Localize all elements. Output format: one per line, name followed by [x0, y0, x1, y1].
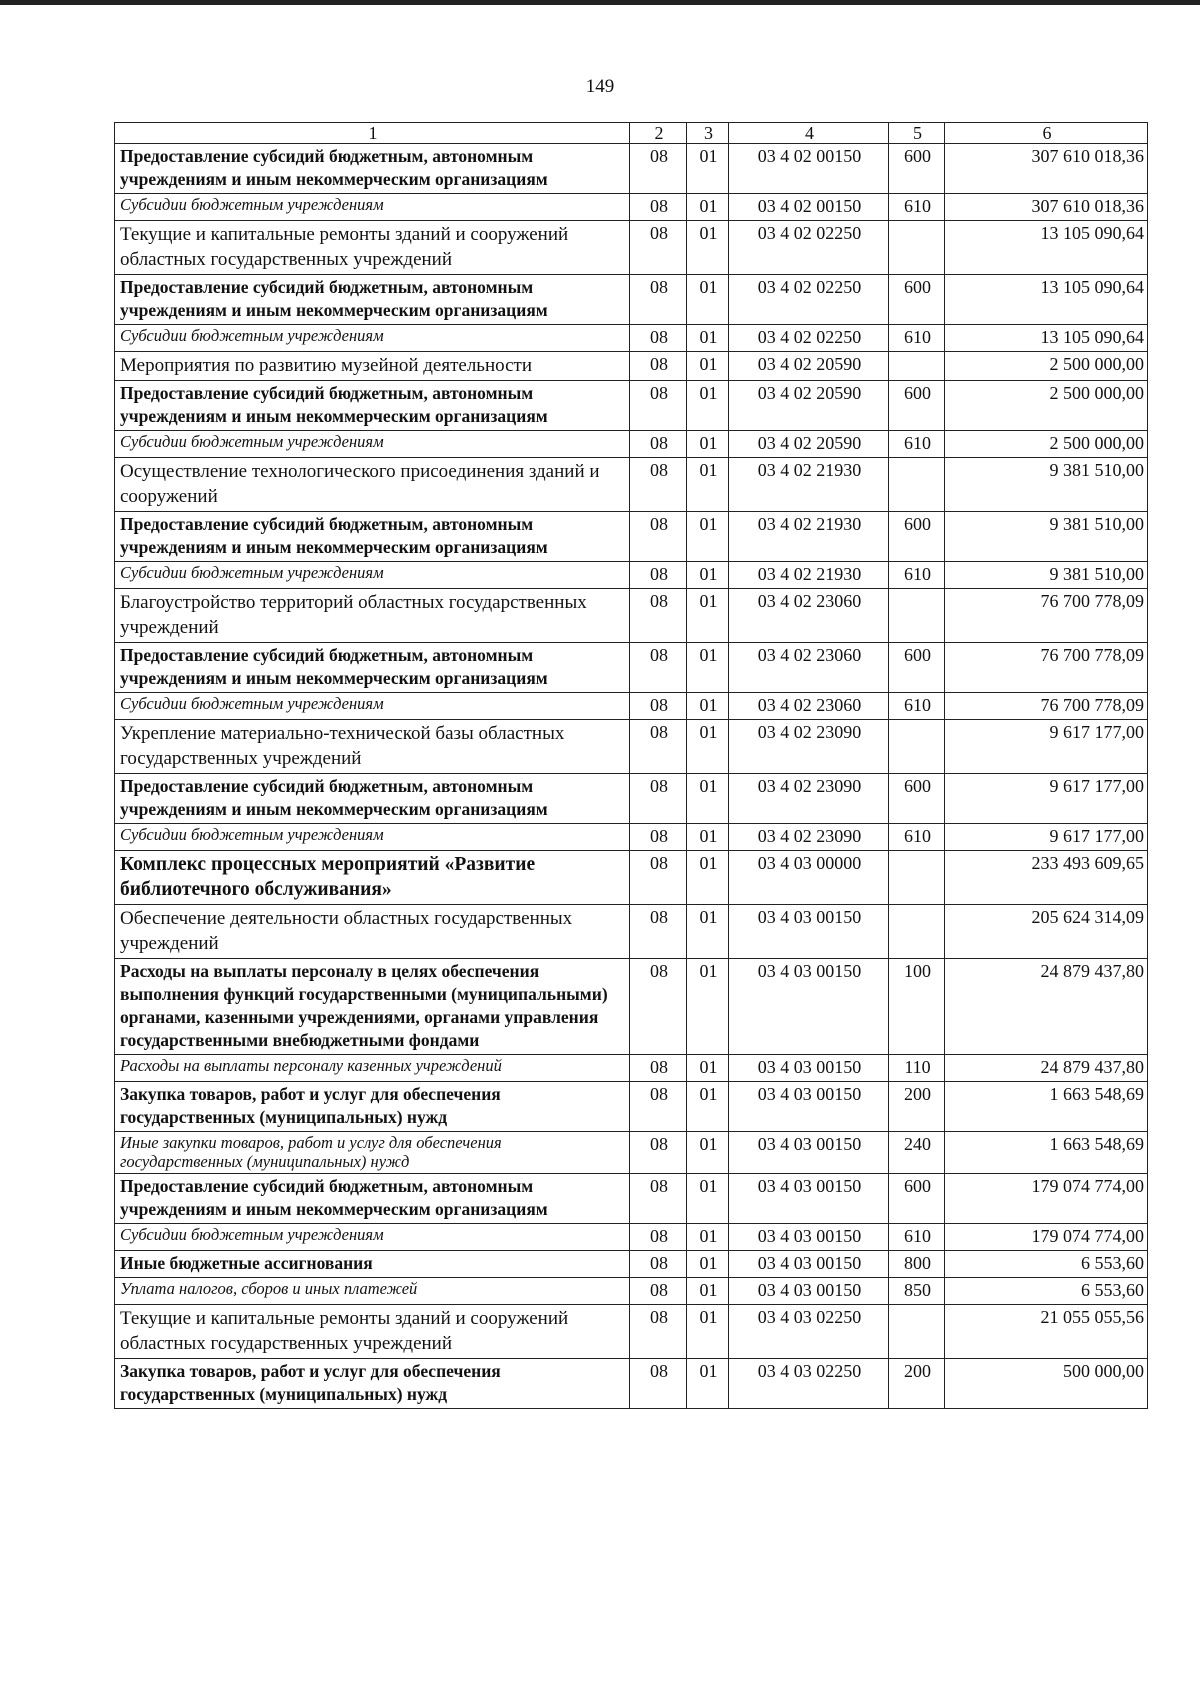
row-amount: 21 055 055,56 — [945, 1305, 1148, 1359]
row-name: Расходы на выплаты персоналу в целях обеспечения выполнения функций государственными (муниципальными) органами, казенными учреждениями, органами управления государственными внебюджетными фондами — [115, 959, 630, 1055]
row-amount: 205 624 314,09 — [945, 905, 1148, 959]
row-target-code: 03 4 03 00000 — [729, 851, 889, 905]
table-row — [115, 381, 1148, 431]
table-row — [115, 1082, 1148, 1132]
row-expense-type — [889, 352, 945, 381]
row-section: 08 — [630, 562, 687, 589]
row-section: 08 — [630, 458, 687, 512]
header-col-4: 4 — [729, 123, 889, 144]
row-subsection: 01 — [687, 589, 729, 643]
row-subsection: 01 — [687, 458, 729, 512]
table-row — [115, 720, 1148, 774]
table-row — [115, 352, 1148, 381]
row-section: 08 — [630, 1359, 687, 1409]
row-name: Предоставление субсидий бюджетным, автономным учреждениям и иным некоммерческим организациям — [115, 774, 630, 824]
row-name: Обеспечение деятельности областных государственных учреждений — [115, 905, 630, 959]
row-amount: 13 105 090,64 — [945, 221, 1148, 275]
row-subsection: 01 — [687, 1305, 729, 1359]
table-row — [115, 144, 1148, 194]
row-name: Благоустройство территорий областных государственных учреждений — [115, 589, 630, 643]
row-target-code: 03 4 02 02250 — [729, 275, 889, 325]
row-expense-type: 600 — [889, 144, 945, 194]
row-section: 08 — [630, 221, 687, 275]
row-amount: 1 663 548,69 — [945, 1132, 1148, 1174]
row-expense-type: 610 — [889, 693, 945, 720]
row-name: Предоставление субсидий бюджетным, автономным учреждениям и иным некоммерческим организациям — [115, 144, 630, 194]
row-name: Предоставление субсидий бюджетным, автономным учреждениям и иным некоммерческим организациям — [115, 512, 630, 562]
row-amount: 307 610 018,36 — [945, 144, 1148, 194]
row-expense-type: 600 — [889, 381, 945, 431]
row-target-code: 03 4 02 02250 — [729, 221, 889, 275]
table-row — [115, 431, 1148, 458]
row-amount: 76 700 778,09 — [945, 589, 1148, 643]
row-target-code: 03 4 03 00150 — [729, 1082, 889, 1132]
row-subsection: 01 — [687, 693, 729, 720]
row-target-code: 03 4 02 21930 — [729, 512, 889, 562]
row-section: 08 — [630, 144, 687, 194]
scan-top-border — [0, 0, 1200, 5]
row-name: Мероприятия по развитию музейной деятельности — [115, 352, 630, 381]
row-target-code: 03 4 03 00150 — [729, 1132, 889, 1174]
row-amount: 13 105 090,64 — [945, 325, 1148, 352]
header-col-2: 2 — [630, 123, 687, 144]
row-amount: 9 381 510,00 — [945, 562, 1148, 589]
row-section: 08 — [630, 352, 687, 381]
row-amount: 307 610 018,36 — [945, 194, 1148, 221]
row-subsection: 01 — [687, 1055, 729, 1082]
table-row — [115, 905, 1148, 959]
row-name: Субсидии бюджетным учреждениям — [115, 1224, 630, 1251]
table-row — [115, 1224, 1148, 1251]
row-expense-type: 600 — [889, 643, 945, 693]
row-amount: 179 074 774,00 — [945, 1224, 1148, 1251]
row-section: 08 — [630, 824, 687, 851]
row-target-code: 03 4 02 23090 — [729, 824, 889, 851]
row-section: 08 — [630, 381, 687, 431]
table-row — [115, 325, 1148, 352]
row-name: Осуществление технологического присоединения зданий и сооружений — [115, 458, 630, 512]
row-subsection: 01 — [687, 643, 729, 693]
row-amount: 6 553,60 — [945, 1251, 1148, 1278]
row-amount: 2 500 000,00 — [945, 381, 1148, 431]
row-name: Субсидии бюджетным учреждениям — [115, 431, 630, 458]
row-amount: 9 617 177,00 — [945, 720, 1148, 774]
row-amount: 500 000,00 — [945, 1359, 1148, 1409]
row-subsection: 01 — [687, 275, 729, 325]
row-subsection: 01 — [687, 1251, 729, 1278]
row-subsection: 01 — [687, 824, 729, 851]
header-col-5: 5 — [889, 123, 945, 144]
table-row — [115, 1055, 1148, 1082]
row-expense-type — [889, 589, 945, 643]
table-row — [115, 194, 1148, 221]
table-row — [115, 959, 1148, 1055]
row-section: 08 — [630, 589, 687, 643]
row-amount: 76 700 778,09 — [945, 693, 1148, 720]
row-amount: 2 500 000,00 — [945, 431, 1148, 458]
row-section: 08 — [630, 905, 687, 959]
row-amount: 24 879 437,80 — [945, 959, 1148, 1055]
row-expense-type — [889, 221, 945, 275]
row-name: Субсидии бюджетным учреждениям — [115, 194, 630, 221]
table-row — [115, 693, 1148, 720]
row-name: Закупка товаров, работ и услуг для обеспечения государственных (муниципальных) нужд — [115, 1359, 630, 1409]
row-subsection: 01 — [687, 905, 729, 959]
row-section: 08 — [630, 1132, 687, 1174]
row-target-code: 03 4 02 23090 — [729, 774, 889, 824]
row-expense-type: 100 — [889, 959, 945, 1055]
row-subsection: 01 — [687, 720, 729, 774]
header-col-1: 1 — [115, 123, 630, 144]
row-target-code: 03 4 03 00150 — [729, 1174, 889, 1224]
row-expense-type — [889, 851, 945, 905]
row-subsection: 01 — [687, 325, 729, 352]
row-name: Текущие и капитальные ремонты зданий и сооружений областных государственных учреждений — [115, 221, 630, 275]
row-expense-type: 610 — [889, 562, 945, 589]
row-expense-type: 610 — [889, 431, 945, 458]
row-target-code: 03 4 02 23060 — [729, 693, 889, 720]
row-amount: 9 617 177,00 — [945, 774, 1148, 824]
row-name: Расходы на выплаты персоналу казенных учреждений — [115, 1055, 630, 1082]
row-expense-type: 610 — [889, 1224, 945, 1251]
row-expense-type: 600 — [889, 1174, 945, 1224]
row-target-code: 03 4 02 20590 — [729, 431, 889, 458]
row-amount: 2 500 000,00 — [945, 352, 1148, 381]
row-expense-type: 610 — [889, 824, 945, 851]
row-name: Иные бюджетные ассигнования — [115, 1251, 630, 1278]
row-section: 08 — [630, 512, 687, 562]
row-target-code: 03 4 03 00150 — [729, 1278, 889, 1305]
page-number: 149 — [585, 76, 615, 97]
table-row — [115, 1278, 1148, 1305]
row-amount: 9 381 510,00 — [945, 512, 1148, 562]
row-name: Укрепление материально-технической базы областных государственных учреждений — [115, 720, 630, 774]
row-target-code: 03 4 02 21930 — [729, 562, 889, 589]
row-target-code: 03 4 03 00150 — [729, 905, 889, 959]
row-target-code: 03 4 02 23060 — [729, 643, 889, 693]
row-expense-type: 850 — [889, 1278, 945, 1305]
header-col-3: 3 — [687, 123, 729, 144]
row-target-code: 03 4 03 00150 — [729, 1251, 889, 1278]
row-expense-type: 600 — [889, 512, 945, 562]
table-row — [115, 643, 1148, 693]
row-expense-type: 800 — [889, 1251, 945, 1278]
table-header-row — [115, 123, 1148, 144]
row-section: 08 — [630, 851, 687, 905]
table-row — [115, 1132, 1148, 1174]
row-section: 08 — [630, 1055, 687, 1082]
row-subsection: 01 — [687, 1174, 729, 1224]
row-expense-type — [889, 905, 945, 959]
row-expense-type: 110 — [889, 1055, 945, 1082]
row-subsection: 01 — [687, 381, 729, 431]
table-row — [115, 851, 1148, 905]
row-section: 08 — [630, 1224, 687, 1251]
row-section: 08 — [630, 959, 687, 1055]
table-row — [115, 221, 1148, 275]
table-row — [115, 1359, 1148, 1409]
table-row — [115, 1251, 1148, 1278]
row-name: Предоставление субсидий бюджетным, автономным учреждениям и иным некоммерческим организациям — [115, 381, 630, 431]
row-target-code: 03 4 03 02250 — [729, 1305, 889, 1359]
row-subsection: 01 — [687, 194, 729, 221]
row-expense-type — [889, 458, 945, 512]
row-name: Иные закупки товаров, работ и услуг для обеспечения государственных (муниципальных) нужд — [115, 1132, 630, 1174]
row-target-code: 03 4 02 00150 — [729, 194, 889, 221]
row-target-code: 03 4 03 00150 — [729, 1224, 889, 1251]
row-name: Текущие и капитальные ремонты зданий и сооружений областных государственных учреждений — [115, 1305, 630, 1359]
row-amount: 233 493 609,65 — [945, 851, 1148, 905]
budget-table — [114, 122, 1148, 1409]
table-row — [115, 275, 1148, 325]
row-target-code: 03 4 02 23060 — [729, 589, 889, 643]
row-name: Закупка товаров, работ и услуг для обеспечения государственных (муниципальных) нужд — [115, 1082, 630, 1132]
row-subsection: 01 — [687, 1359, 729, 1409]
row-expense-type: 200 — [889, 1359, 945, 1409]
row-expense-type: 600 — [889, 774, 945, 824]
row-section: 08 — [630, 431, 687, 458]
row-subsection: 01 — [687, 431, 729, 458]
table-row — [115, 512, 1148, 562]
header-col-6: 6 — [945, 123, 1148, 144]
row-section: 08 — [630, 1278, 687, 1305]
row-expense-type: 200 — [889, 1082, 945, 1132]
row-subsection: 01 — [687, 221, 729, 275]
row-target-code: 03 4 02 20590 — [729, 381, 889, 431]
row-subsection: 01 — [687, 1224, 729, 1251]
row-section: 08 — [630, 774, 687, 824]
row-amount: 24 879 437,80 — [945, 1055, 1148, 1082]
row-subsection: 01 — [687, 352, 729, 381]
row-name: Субсидии бюджетным учреждениям — [115, 325, 630, 352]
row-subsection: 01 — [687, 774, 729, 824]
row-target-code: 03 4 02 21930 — [729, 458, 889, 512]
table-row — [115, 774, 1148, 824]
row-subsection: 01 — [687, 144, 729, 194]
row-subsection: 01 — [687, 512, 729, 562]
row-amount: 9 381 510,00 — [945, 458, 1148, 512]
row-target-code: 03 4 03 00150 — [729, 959, 889, 1055]
row-target-code: 03 4 03 00150 — [729, 1055, 889, 1082]
row-subsection: 01 — [687, 1132, 729, 1174]
row-amount: 76 700 778,09 — [945, 643, 1148, 693]
row-section: 08 — [630, 275, 687, 325]
table-row — [115, 458, 1148, 512]
row-expense-type — [889, 1305, 945, 1359]
row-expense-type: 610 — [889, 325, 945, 352]
table-row — [115, 1174, 1148, 1224]
row-target-code: 03 4 02 00150 — [729, 144, 889, 194]
row-expense-type — [889, 720, 945, 774]
row-name: Предоставление субсидий бюджетным, автономным учреждениям и иным некоммерческим организациям — [115, 1174, 630, 1224]
row-amount: 9 617 177,00 — [945, 824, 1148, 851]
row-amount: 6 553,60 — [945, 1278, 1148, 1305]
row-expense-type: 610 — [889, 194, 945, 221]
row-subsection: 01 — [687, 1278, 729, 1305]
row-amount: 13 105 090,64 — [945, 275, 1148, 325]
row-subsection: 01 — [687, 851, 729, 905]
row-section: 08 — [630, 643, 687, 693]
row-name: Комплекс процессных мероприятий «Развитие библиотечного обслуживания» — [115, 851, 630, 905]
row-amount: 1 663 548,69 — [945, 1082, 1148, 1132]
row-section: 08 — [630, 720, 687, 774]
row-target-code: 03 4 02 23090 — [729, 720, 889, 774]
row-amount: 179 074 774,00 — [945, 1174, 1148, 1224]
row-subsection: 01 — [687, 959, 729, 1055]
row-target-code: 03 4 03 02250 — [729, 1359, 889, 1409]
row-section: 08 — [630, 194, 687, 221]
row-section: 08 — [630, 1082, 687, 1132]
row-section: 08 — [630, 1251, 687, 1278]
table-row — [115, 1305, 1148, 1359]
row-target-code: 03 4 02 20590 — [729, 352, 889, 381]
row-name: Субсидии бюджетным учреждениям — [115, 562, 630, 589]
table-row — [115, 562, 1148, 589]
row-expense-type: 600 — [889, 275, 945, 325]
row-section: 08 — [630, 693, 687, 720]
row-subsection: 01 — [687, 562, 729, 589]
table-row — [115, 824, 1148, 851]
row-name: Субсидии бюджетным учреждениям — [115, 824, 630, 851]
row-target-code: 03 4 02 02250 — [729, 325, 889, 352]
row-section: 08 — [630, 1174, 687, 1224]
row-section: 08 — [630, 1305, 687, 1359]
row-section: 08 — [630, 325, 687, 352]
row-name: Уплата налогов, сборов и иных платежей — [115, 1278, 630, 1305]
row-expense-type: 240 — [889, 1132, 945, 1174]
table-row — [115, 589, 1148, 643]
row-name: Субсидии бюджетным учреждениям — [115, 693, 630, 720]
row-subsection: 01 — [687, 1082, 729, 1132]
row-name: Предоставление субсидий бюджетным, автономным учреждениям и иным некоммерческим организациям — [115, 275, 630, 325]
row-name: Предоставление субсидий бюджетным, автономным учреждениям и иным некоммерческим организациям — [115, 643, 630, 693]
